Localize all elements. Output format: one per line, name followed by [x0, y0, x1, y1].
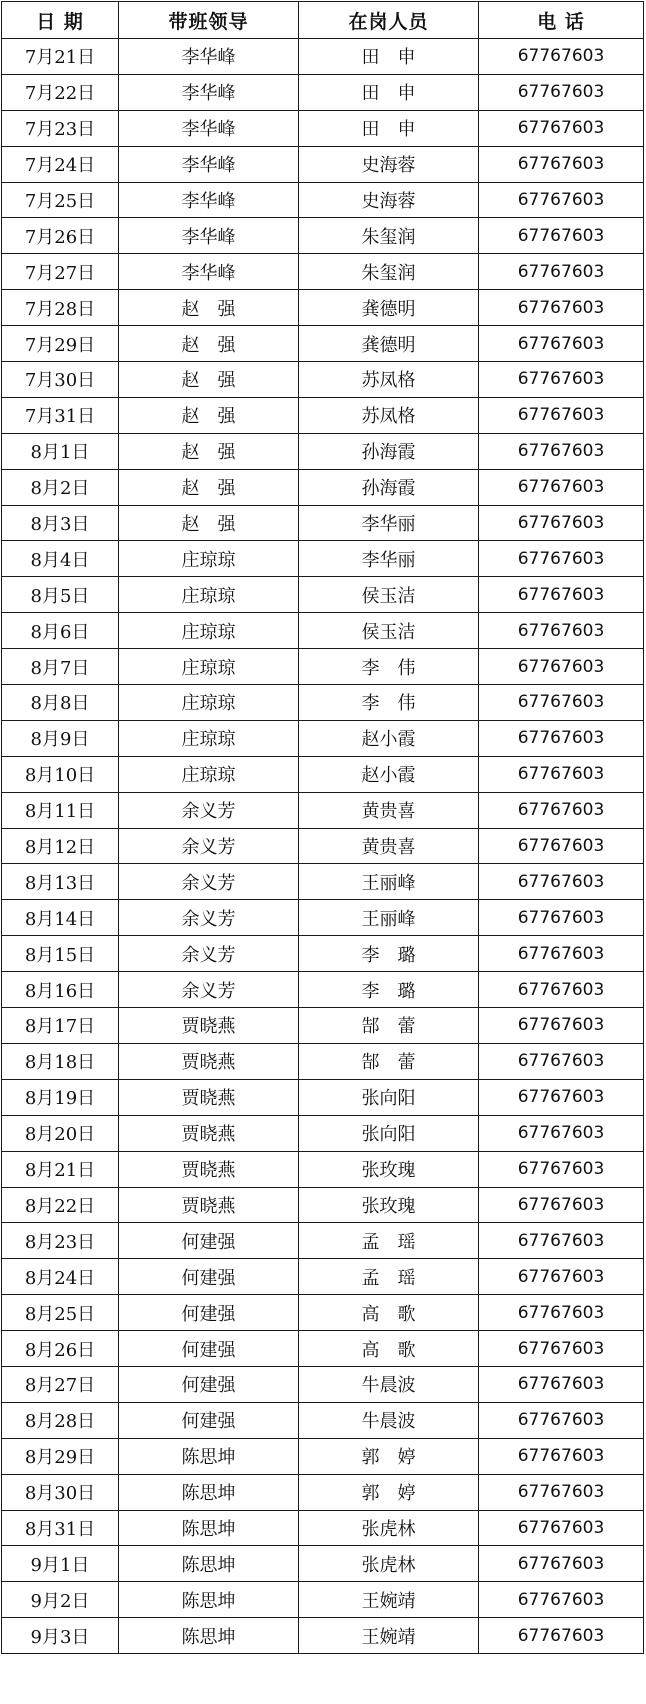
table-row: [2, 1151, 644, 1187]
date-cell: 8月13日: [2, 864, 119, 900]
table-row: [2, 110, 644, 146]
leader-cell: 陈思坤: [119, 1474, 299, 1510]
leader-cell: 李华峰: [119, 74, 299, 110]
phone-cell: 67767603: [479, 1510, 644, 1546]
phone-cell: 67767603: [479, 936, 644, 972]
phone-cell: 67767603: [479, 1366, 644, 1402]
staff-cell: 王婉靖: [299, 1582, 479, 1618]
table-row: [2, 39, 644, 75]
date-cell: 8月8日: [2, 685, 119, 721]
date-cell: 8月9日: [2, 720, 119, 756]
phone-cell: 67767603: [479, 1115, 644, 1151]
phone-cell: 67767603: [479, 290, 644, 326]
phone-cell: 67767603: [479, 469, 644, 505]
phone-cell: 67767603: [479, 146, 644, 182]
leader-cell: 李华峰: [119, 146, 299, 182]
phone-cell: 67767603: [479, 649, 644, 685]
date-cell: 8月6日: [2, 613, 119, 649]
table-row: [2, 146, 644, 182]
table-row: [2, 1582, 644, 1618]
staff-cell: 王丽峰: [299, 900, 479, 936]
date-cell: 8月23日: [2, 1223, 119, 1259]
staff-cell: 孙海霞: [299, 469, 479, 505]
phone-cell: 67767603: [479, 1582, 644, 1618]
table-row: [2, 469, 644, 505]
leader-cell: 陈思坤: [119, 1510, 299, 1546]
date-cell: 9月3日: [2, 1618, 119, 1654]
date-cell: 8月18日: [2, 1043, 119, 1079]
staff-cell: 田 申: [299, 110, 479, 146]
date-cell: 8月10日: [2, 756, 119, 792]
staff-cell: 李华丽: [299, 541, 479, 577]
date-cell: 9月2日: [2, 1582, 119, 1618]
phone-cell: 67767603: [479, 74, 644, 110]
table-row: [2, 290, 644, 326]
table-row: [2, 433, 644, 469]
table-row: [2, 1402, 644, 1438]
leader-cell: 何建强: [119, 1366, 299, 1402]
phone-cell: 67767603: [479, 1546, 644, 1582]
leader-cell: 贾晓燕: [119, 1043, 299, 1079]
table-row: [2, 685, 644, 721]
leader-cell: 李华峰: [119, 254, 299, 290]
leader-cell: 陈思坤: [119, 1582, 299, 1618]
table-row: [2, 505, 644, 541]
phone-cell: 67767603: [479, 1079, 644, 1115]
staff-cell: 苏凤格: [299, 362, 479, 398]
phone-cell: 67767603: [479, 362, 644, 398]
phone-cell: 67767603: [479, 864, 644, 900]
table-row: [2, 828, 644, 864]
leader-cell: 贾晓燕: [119, 1187, 299, 1223]
leader-cell: 何建强: [119, 1259, 299, 1295]
phone-cell: 67767603: [479, 110, 644, 146]
leader-cell: 何建强: [119, 1223, 299, 1259]
leader-cell: 余义芳: [119, 972, 299, 1008]
phone-cell: 67767603: [479, 1402, 644, 1438]
staff-cell: 田 申: [299, 39, 479, 75]
staff-cell: 赵小霞: [299, 756, 479, 792]
table-row: [2, 1366, 644, 1402]
date-cell: 8月25日: [2, 1295, 119, 1331]
leader-cell: 庄琼琼: [119, 649, 299, 685]
leader-cell: 余义芳: [119, 936, 299, 972]
date-cell: 7月29日: [2, 326, 119, 362]
staff-cell: 孟 瑶: [299, 1259, 479, 1295]
date-cell: 7月22日: [2, 74, 119, 110]
phone-cell: 67767603: [479, 541, 644, 577]
table-row: [2, 577, 644, 613]
staff-cell: 张玫瑰: [299, 1151, 479, 1187]
table-row: [2, 613, 644, 649]
date-cell: 8月19日: [2, 1079, 119, 1115]
date-cell: 8月4日: [2, 541, 119, 577]
leader-cell: 赵 强: [119, 290, 299, 326]
phone-cell: 67767603: [479, 613, 644, 649]
phone-cell: 67767603: [479, 685, 644, 721]
staff-cell: 李 伟: [299, 649, 479, 685]
date-cell: 8月5日: [2, 577, 119, 613]
phone-cell: 67767603: [479, 254, 644, 290]
phone-cell: 67767603: [479, 972, 644, 1008]
date-cell: 8月3日: [2, 505, 119, 541]
phone-cell: 67767603: [479, 505, 644, 541]
leader-cell: 庄琼琼: [119, 756, 299, 792]
staff-cell: 黄贵喜: [299, 828, 479, 864]
leader-cell: 赵 强: [119, 469, 299, 505]
staff-cell: 赵小霞: [299, 720, 479, 756]
table-row: [2, 1546, 644, 1582]
date-cell: 8月1日: [2, 433, 119, 469]
staff-cell: 李 伟: [299, 685, 479, 721]
table-row: [2, 756, 644, 792]
staff-cell: 牛晨波: [299, 1366, 479, 1402]
staff-cell: 高 歌: [299, 1295, 479, 1331]
date-cell: 7月25日: [2, 182, 119, 218]
staff-cell: 张虎林: [299, 1546, 479, 1582]
table-row: [2, 972, 644, 1008]
phone-cell: 67767603: [479, 900, 644, 936]
table-row: [2, 326, 644, 362]
table-row: [2, 1223, 644, 1259]
date-cell: 8月15日: [2, 936, 119, 972]
table-row: [2, 1008, 644, 1044]
staff-cell: 李 璐: [299, 972, 479, 1008]
staff-cell: 苏凤格: [299, 397, 479, 433]
phone-cell: 67767603: [479, 792, 644, 828]
leader-cell: 余义芳: [119, 900, 299, 936]
staff-cell: 张向阳: [299, 1115, 479, 1151]
date-cell: 7月27日: [2, 254, 119, 290]
leader-cell: 陈思坤: [119, 1438, 299, 1474]
leader-cell: 李华峰: [119, 110, 299, 146]
date-cell: 8月2日: [2, 469, 119, 505]
date-cell: 7月23日: [2, 110, 119, 146]
date-cell: 7月26日: [2, 218, 119, 254]
phone-cell: 67767603: [479, 1151, 644, 1187]
staff-cell: 张虎林: [299, 1510, 479, 1546]
staff-cell: 田 申: [299, 74, 479, 110]
staff-cell: 郭 婷: [299, 1438, 479, 1474]
phone-cell: 67767603: [479, 577, 644, 613]
table-row: [2, 397, 644, 433]
phone-cell: 67767603: [479, 756, 644, 792]
phone-cell: 67767603: [479, 1187, 644, 1223]
phone-cell: 67767603: [479, 39, 644, 75]
date-cell: 8月22日: [2, 1187, 119, 1223]
staff-cell: 侯玉洁: [299, 613, 479, 649]
date-cell: 7月30日: [2, 362, 119, 398]
phone-cell: 67767603: [479, 1438, 644, 1474]
date-cell: 8月30日: [2, 1474, 119, 1510]
staff-cell: 史海蓉: [299, 182, 479, 218]
leader-cell: 赵 强: [119, 326, 299, 362]
staff-cell: 王丽峰: [299, 864, 479, 900]
staff-cell: 朱玺润: [299, 218, 479, 254]
table-row: [2, 541, 644, 577]
table-row: [2, 1510, 644, 1546]
leader-cell: 何建强: [119, 1331, 299, 1367]
table-row: [2, 1438, 644, 1474]
staff-cell: 李华丽: [299, 505, 479, 541]
table-row: [2, 792, 644, 828]
header-staff: 在岗人员: [299, 2, 479, 39]
leader-cell: 贾晓燕: [119, 1115, 299, 1151]
table-row: [2, 1187, 644, 1223]
header-phone: 电 话: [479, 2, 644, 39]
table-row: [2, 1115, 644, 1151]
phone-cell: 67767603: [479, 1331, 644, 1367]
phone-cell: 67767603: [479, 1008, 644, 1044]
table-row: [2, 218, 644, 254]
leader-cell: 何建强: [119, 1402, 299, 1438]
staff-cell: 郜 蕾: [299, 1008, 479, 1044]
phone-cell: 67767603: [479, 433, 644, 469]
phone-cell: 67767603: [479, 182, 644, 218]
date-cell: 8月20日: [2, 1115, 119, 1151]
table-row: [2, 1079, 644, 1115]
date-cell: 8月21日: [2, 1151, 119, 1187]
phone-cell: 67767603: [479, 1474, 644, 1510]
leader-cell: 李华峰: [119, 182, 299, 218]
staff-cell: 王婉靖: [299, 1618, 479, 1654]
leader-cell: 李华峰: [119, 39, 299, 75]
table-row: [2, 936, 644, 972]
phone-cell: 67767603: [479, 1295, 644, 1331]
phone-cell: 67767603: [479, 1043, 644, 1079]
leader-cell: 庄琼琼: [119, 613, 299, 649]
phone-cell: 67767603: [479, 218, 644, 254]
staff-cell: 牛晨波: [299, 1402, 479, 1438]
phone-cell: 67767603: [479, 1618, 644, 1654]
leader-cell: 陈思坤: [119, 1546, 299, 1582]
leader-cell: 赵 强: [119, 362, 299, 398]
date-cell: 8月12日: [2, 828, 119, 864]
date-cell: 8月24日: [2, 1259, 119, 1295]
leader-cell: 贾晓燕: [119, 1151, 299, 1187]
phone-cell: 67767603: [479, 1223, 644, 1259]
date-cell: 7月28日: [2, 290, 119, 326]
table-row: [2, 1474, 644, 1510]
leader-cell: 李华峰: [119, 218, 299, 254]
leader-cell: 赵 强: [119, 433, 299, 469]
date-cell: 8月29日: [2, 1438, 119, 1474]
staff-cell: 郜 蕾: [299, 1043, 479, 1079]
leader-cell: 余义芳: [119, 792, 299, 828]
staff-cell: 郭 婷: [299, 1474, 479, 1510]
phone-cell: 67767603: [479, 828, 644, 864]
table-row: [2, 1331, 644, 1367]
leader-cell: 赵 强: [119, 505, 299, 541]
table-row: [2, 254, 644, 290]
header-leader: 带班领导: [119, 2, 299, 39]
staff-cell: 黄贵喜: [299, 792, 479, 828]
leader-cell: 何建强: [119, 1295, 299, 1331]
duty-schedule-table: [1, 1, 644, 1654]
date-cell: 8月16日: [2, 972, 119, 1008]
date-cell: 7月24日: [2, 146, 119, 182]
table-row: [2, 900, 644, 936]
phone-cell: 67767603: [479, 1259, 644, 1295]
header-row: [2, 2, 644, 39]
date-cell: 8月14日: [2, 900, 119, 936]
leader-cell: 贾晓燕: [119, 1008, 299, 1044]
table-row: [2, 1259, 644, 1295]
table-row: [2, 649, 644, 685]
table-row: [2, 182, 644, 218]
staff-cell: 孙海霞: [299, 433, 479, 469]
staff-cell: 李 璐: [299, 936, 479, 972]
date-cell: 7月31日: [2, 397, 119, 433]
table-row: [2, 74, 644, 110]
staff-cell: 朱玺润: [299, 254, 479, 290]
leader-cell: 庄琼琼: [119, 685, 299, 721]
staff-cell: 史海蓉: [299, 146, 479, 182]
date-cell: 7月21日: [2, 39, 119, 75]
table-row: [2, 362, 644, 398]
leader-cell: 庄琼琼: [119, 577, 299, 613]
table-row: [2, 720, 644, 756]
date-cell: 8月28日: [2, 1402, 119, 1438]
leader-cell: 庄琼琼: [119, 720, 299, 756]
table-row: [2, 1043, 644, 1079]
date-cell: 8月7日: [2, 649, 119, 685]
leader-cell: 贾晓燕: [119, 1079, 299, 1115]
date-cell: 8月17日: [2, 1008, 119, 1044]
date-cell: 9月1日: [2, 1546, 119, 1582]
staff-cell: 高 歌: [299, 1331, 479, 1367]
table-row: [2, 1618, 644, 1654]
phone-cell: 67767603: [479, 397, 644, 433]
date-cell: 8月26日: [2, 1331, 119, 1367]
phone-cell: 67767603: [479, 326, 644, 362]
table-row: [2, 1295, 644, 1331]
leader-cell: 余义芳: [119, 864, 299, 900]
staff-cell: 张玫瑰: [299, 1187, 479, 1223]
staff-cell: 龚德明: [299, 326, 479, 362]
schedule-body: [2, 39, 644, 1654]
date-cell: 8月11日: [2, 792, 119, 828]
date-cell: 8月27日: [2, 1366, 119, 1402]
staff-cell: 孟 瑶: [299, 1223, 479, 1259]
leader-cell: 庄琼琼: [119, 541, 299, 577]
phone-cell: 67767603: [479, 720, 644, 756]
leader-cell: 陈思坤: [119, 1618, 299, 1654]
header-date: 日 期: [2, 2, 119, 39]
leader-cell: 余义芳: [119, 828, 299, 864]
date-cell: 8月31日: [2, 1510, 119, 1546]
staff-cell: 侯玉洁: [299, 577, 479, 613]
staff-cell: 龚德明: [299, 290, 479, 326]
table-row: [2, 864, 644, 900]
leader-cell: 赵 强: [119, 397, 299, 433]
staff-cell: 张向阳: [299, 1079, 479, 1115]
